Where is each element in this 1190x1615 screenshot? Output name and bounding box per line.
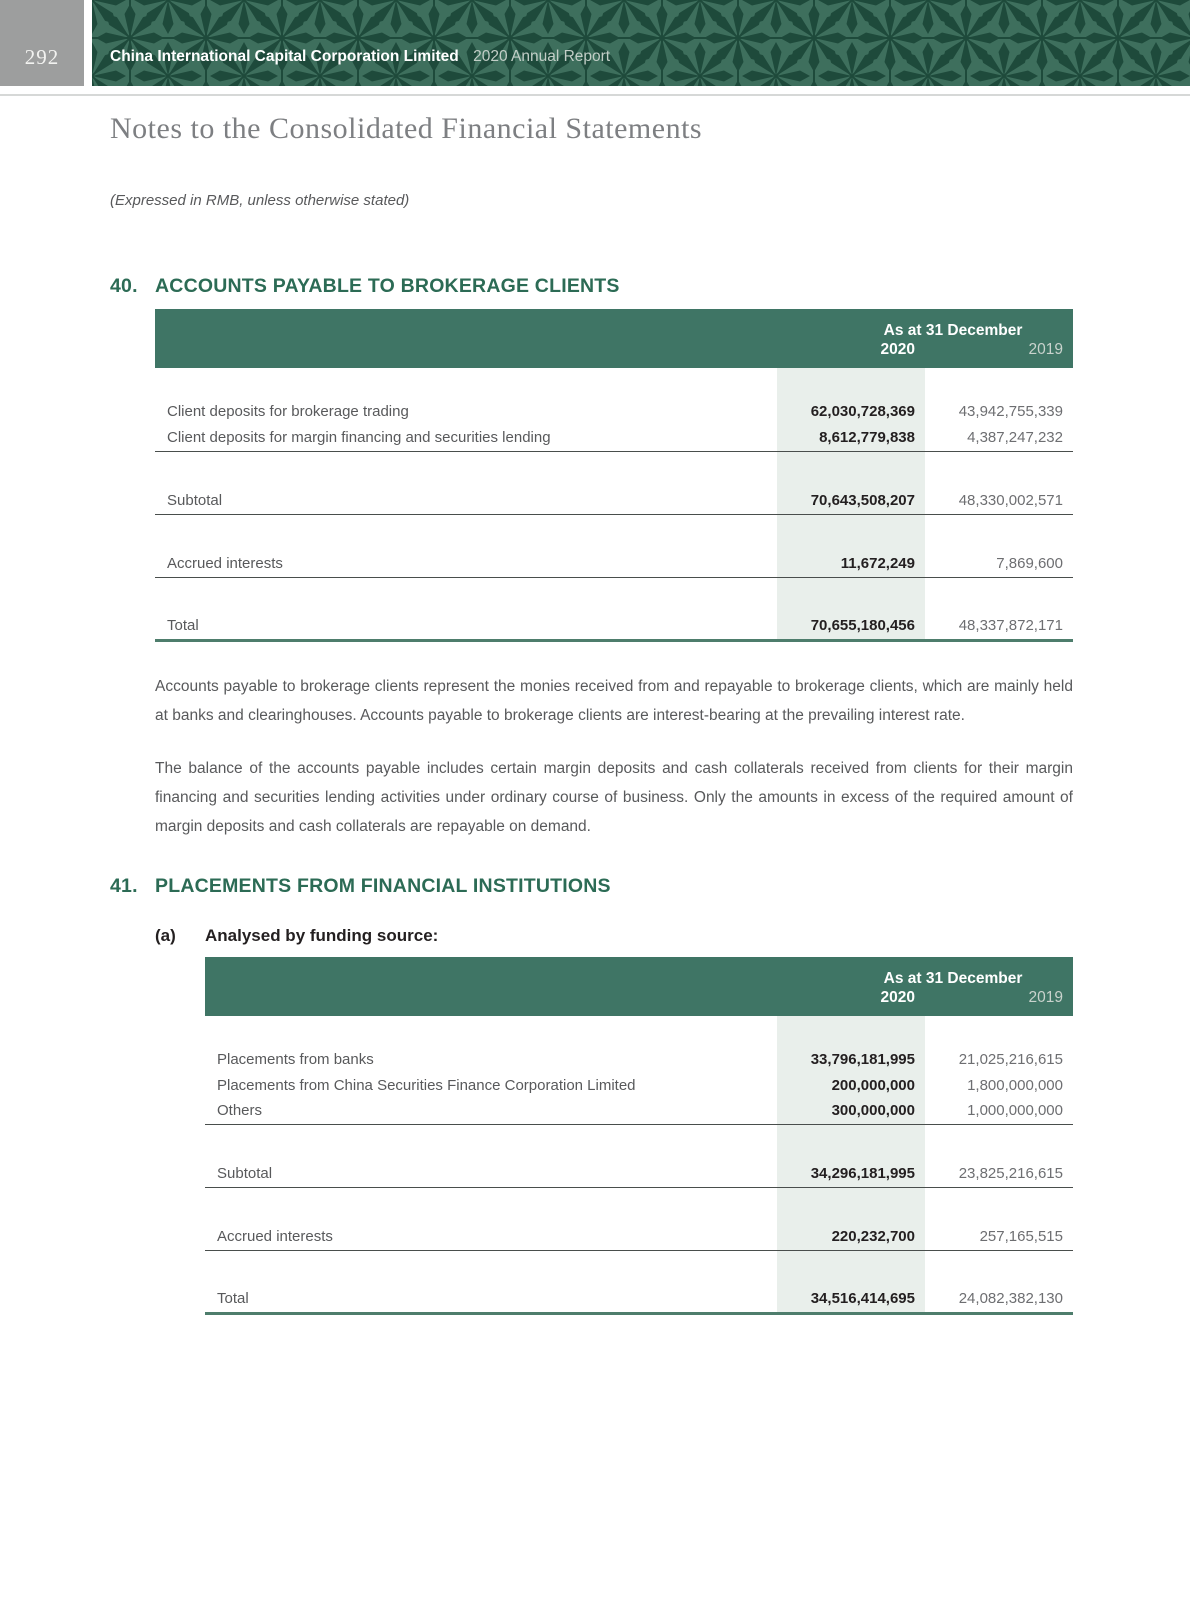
value-2020: 70,643,508,207 (777, 488, 925, 514)
row-label: Total (205, 1288, 777, 1314)
header-gap (84, 0, 92, 86)
spacer-row (205, 1016, 1073, 1047)
row-label: Subtotal (205, 1162, 777, 1188)
note-paragraph-2: The balance of the accounts payable includes certain margin deposits and cash collaterals received from clients for their margin financing and securities lending activities under ordinary course of business. Only the amounts in excess of the required amount of margin deposits and cash collaterals are repayable on demand. (155, 759, 1073, 835)
section-41a-heading (155, 926, 1073, 946)
value-2019: 1,800,000,000 (967, 1076, 1063, 1094)
value-2019: 48,330,002,571 (925, 488, 1073, 514)
row-label: Total (155, 614, 777, 640)
spacer-row (205, 1251, 1073, 1288)
value-2020: 11,672,249 (777, 551, 925, 577)
spacer-row (155, 577, 1073, 614)
value-2020: 300,000,000 (777, 1099, 925, 1125)
header-spacer-cell (155, 309, 777, 341)
document-title: Notes to the Consolidated Financial Statements (110, 112, 703, 145)
table-row (155, 399, 1073, 425)
table-row (205, 1099, 1073, 1125)
page-number: 292 (24, 45, 60, 69)
section-41-number: 41. (110, 874, 138, 897)
row-label: Accrued interests (155, 551, 777, 577)
value-2019: 23,825,216,615 (925, 1162, 1073, 1188)
row-label: Others (205, 1099, 777, 1125)
placements-table (205, 957, 1073, 1316)
page-content (0, 112, 1190, 1315)
row-label: Accrued interests (205, 1225, 777, 1251)
subtotal-row (155, 488, 1073, 514)
value-2019: 48,337,872,171 (925, 614, 1073, 640)
table-header (155, 309, 1073, 368)
section-41a-label: (a) (155, 925, 176, 945)
table-row (205, 1073, 1073, 1099)
value-2020: 34,296,181,995 (777, 1162, 925, 1188)
table-row (155, 551, 1073, 577)
row-label: Placements from China Securities Finance Corporation Limited (217, 1076, 636, 1094)
value-2019: 43,942,755,339 (958, 403, 1063, 420)
year-header-row (205, 989, 1073, 1016)
value-2020: 33,796,181,995 (777, 1047, 925, 1073)
total-row (205, 1288, 1073, 1314)
header-spacer-cell (205, 989, 777, 1016)
period-header-row (155, 309, 1073, 341)
value-2019: 21,025,216,615 (958, 1050, 1063, 1068)
table-row (205, 1047, 1073, 1073)
note-paragraph-1: Accounts payable to brokerage clients represent the monies received from and repayable to brokerage clients, which are mainly held at banks and clearinghouses. Accounts payable to brokerage clients are interest-bearing at the prevailing interest rate. (155, 677, 1073, 724)
header-divider (0, 94, 1190, 96)
spacer-row (155, 368, 1073, 399)
asanoha-pattern-icon (92, 0, 1190, 86)
header-spacer-cell (205, 957, 777, 989)
page-header (0, 0, 1190, 86)
subtotal-row (205, 1162, 1073, 1188)
section-41 (110, 875, 1073, 1316)
col-header-2020: 2020 (777, 989, 925, 1016)
header-spacer-cell (155, 341, 777, 368)
value-2020: 8,612,779,838 (777, 425, 925, 451)
section-40-title: ACCOUNTS PAYABLE TO BROKERAGE CLIENTS (155, 275, 620, 297)
value-2019: 24,082,382,130 (925, 1288, 1073, 1314)
report-title: 2020 Annual Report (473, 48, 611, 65)
currency-note: (Expressed in RMB, unless otherwise stated) (110, 192, 410, 209)
page-number-box (0, 0, 84, 86)
row-label: Client deposits for margin financing and securities lending (155, 425, 777, 451)
period-header: As at 31 December (777, 957, 1073, 989)
total-row (155, 614, 1073, 640)
value-2020: 220,232,700 (777, 1225, 925, 1251)
section-40-heading (110, 275, 1073, 298)
header-banner (92, 0, 1190, 86)
row-label: Client deposits for brokerage trading (167, 403, 409, 420)
table-header (205, 957, 1073, 1016)
col-header-2019: 2019 (925, 989, 1073, 1016)
section-41-heading (110, 875, 1073, 898)
value-2020: 62,030,728,369 (777, 399, 925, 425)
spacer-row (205, 1125, 1073, 1162)
section-40 (110, 275, 1073, 841)
value-2019: 257,165,515 (925, 1225, 1073, 1251)
value-2020: 34,516,414,695 (777, 1288, 925, 1314)
period-header: As at 31 December (777, 309, 1073, 341)
spacer-row (155, 514, 1073, 551)
section-41-title: PLACEMENTS FROM FINANCIAL INSTITUTIONS (155, 874, 611, 897)
accounts-payable-table (155, 309, 1073, 642)
row-label: Subtotal (155, 488, 777, 514)
spacer-row (205, 1188, 1073, 1225)
table-row (205, 1225, 1073, 1251)
company-name: China International Capital Corporation Limited (110, 48, 459, 65)
value-2019: 4,387,247,232 (925, 425, 1073, 451)
table-row (155, 425, 1073, 451)
year-header-row (155, 341, 1073, 368)
period-header-row (205, 957, 1073, 989)
row-label: Placements from banks (217, 1050, 374, 1068)
value-2020: 70,655,180,456 (777, 614, 925, 640)
banner-text (110, 48, 610, 66)
section-41a-title: Analysed by funding source: (205, 925, 439, 945)
col-header-2019: 2019 (925, 341, 1073, 368)
value-2020: 200,000,000 (777, 1073, 925, 1099)
value-2019: 7,869,600 (925, 551, 1073, 577)
col-header-2020: 2020 (777, 341, 925, 368)
section-40-number: 40. (110, 275, 138, 297)
spacer-row (155, 451, 1073, 488)
value-2019: 1,000,000,000 (925, 1099, 1073, 1125)
